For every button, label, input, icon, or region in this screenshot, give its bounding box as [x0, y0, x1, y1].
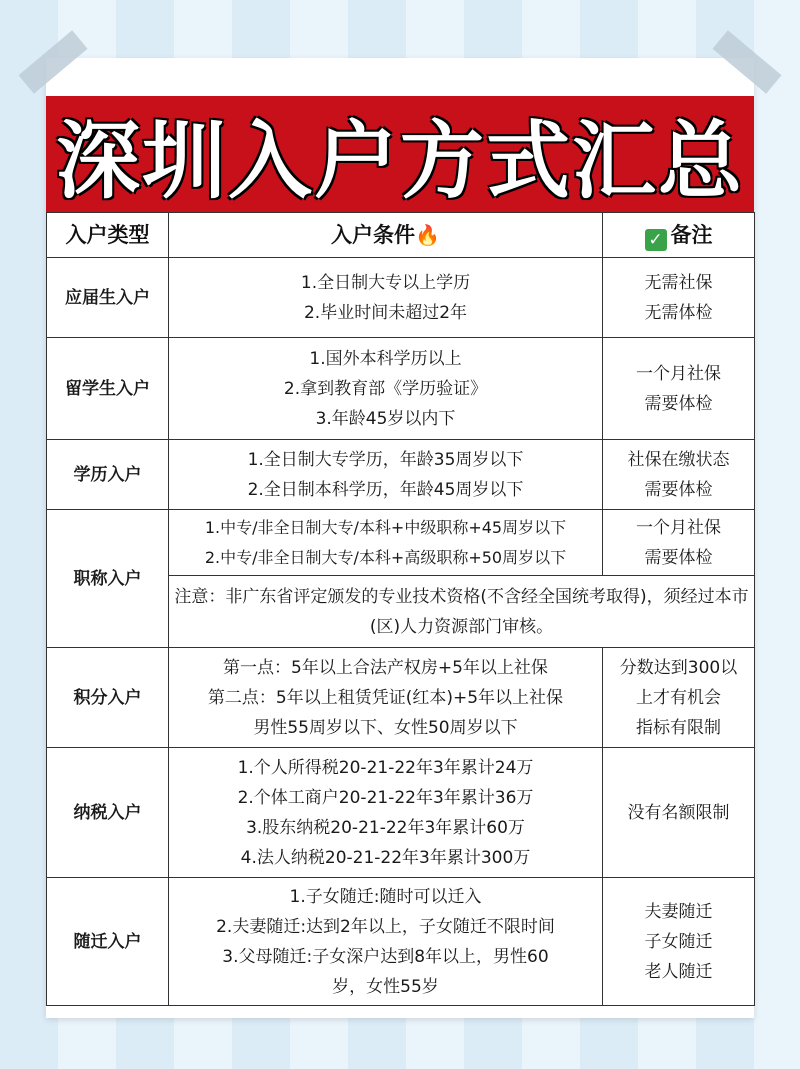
notes-cell	[603, 258, 755, 338]
condition-line: 3.股东纳税20-21-22年3年累计60万	[246, 817, 525, 838]
notes-cell	[603, 648, 755, 748]
header-notes	[603, 213, 755, 258]
table-row	[47, 258, 755, 338]
condition-line: 第二点：5年以上租赁凭证(红本)+5年以上社保	[207, 687, 564, 708]
condition-line: 4.法人纳税20-21-22年3年累计300万	[240, 847, 531, 868]
note-line: 上才有机会	[636, 687, 721, 708]
table-row	[47, 878, 755, 1006]
note-line: 需要体检	[644, 547, 713, 568]
note-line: 子女随迁	[644, 931, 713, 952]
condition-line: 2.毕业时间未超过2年	[303, 302, 468, 323]
table-row	[47, 648, 755, 748]
condition-line: 1.全日制大专学历，年龄35周岁以下	[247, 449, 524, 470]
condition-line: 1.个人所得税20-21-22年3年累计24万	[237, 757, 534, 778]
condition-line: 2.全日制本科学历，年龄45周岁以下	[247, 479, 524, 500]
note-line: 指标有限制	[636, 717, 721, 738]
note-line: 一个月社保	[636, 363, 721, 384]
type-cell: 学历入户	[47, 440, 169, 510]
table-row	[47, 440, 755, 510]
fire-icon: 🔥	[415, 223, 440, 247]
notes-cell	[603, 510, 755, 576]
table-header-row	[47, 213, 755, 258]
condition-line: 1.子女随迁:随时可以迁入	[289, 886, 482, 907]
page-title: 深圳入户方式汇总	[55, 111, 744, 210]
type-cell: 随迁入户	[47, 878, 169, 1006]
note-line: 需要体检	[644, 479, 713, 500]
notes-cell	[603, 440, 755, 510]
type-cell: 留学生入户	[47, 338, 169, 440]
condition-line: 2.拿到教育部《学历验证》	[283, 378, 488, 399]
table-row	[47, 338, 755, 440]
header-notes-label: 备注	[670, 222, 713, 247]
conditions-cell	[169, 440, 603, 510]
check-mark-icon: ✓	[645, 229, 667, 251]
notes-cell	[603, 748, 755, 878]
condition-line: 2.中专/非全日制大专/本科+高级职称+50周岁以下	[204, 547, 567, 567]
note-line: 一个月社保	[636, 517, 721, 538]
header-type: 入户类型	[47, 213, 169, 258]
note-line: 没有名额限制	[627, 802, 730, 823]
conditions-cell	[169, 648, 603, 748]
condition-line: 1.国外本科学历以上	[309, 348, 462, 369]
notes-cell	[603, 878, 755, 1006]
condition-line: 第一点：5年以上合法产权房+5年以上社保	[223, 657, 548, 678]
conditions-cell	[169, 258, 603, 338]
condition-line: 3.父母随迁:子女深户达到8年以上，男性60	[222, 946, 549, 967]
footnote-text: 注意：非广东省评定颁发的专业技术资格(不含经全国统考取得)，须经过本市(区)人力资源部门审核。	[174, 586, 749, 637]
type-cell: 应届生入户	[47, 258, 169, 338]
conditions-cell	[169, 510, 603, 576]
type-cell: 积分入户	[47, 648, 169, 748]
condition-line: 1.中专/非全日制大专/本科+中级职称+45周岁以下	[204, 517, 567, 537]
household-registration-table	[46, 212, 755, 1006]
note-line: 夫妻随迁	[644, 901, 713, 922]
note-line: 分数达到300以	[619, 657, 738, 678]
footnote-cell	[169, 576, 755, 648]
type-cell: 纳税入户	[47, 748, 169, 878]
condition-line: 2.个体工商户20-21-22年3年累计36万	[237, 787, 534, 808]
notes-cell	[603, 338, 755, 440]
condition-line: 男性55周岁以下、女性50周岁以下	[253, 717, 518, 738]
table-row	[47, 748, 755, 878]
conditions-cell	[169, 338, 603, 440]
note-line: 老人随迁	[644, 961, 713, 982]
condition-line: 3.年龄45岁以内下	[315, 408, 456, 429]
note-line: 无需体检	[644, 302, 713, 323]
conditions-cell	[169, 748, 603, 878]
condition-line: 岁，女性55岁	[332, 976, 439, 997]
table-row	[47, 510, 755, 576]
header-conditions-label: 入户条件	[331, 223, 416, 247]
type-cell: 职称入户	[47, 510, 169, 648]
note-line: 无需社保	[644, 272, 713, 293]
note-line: 社保在缴状态	[627, 449, 730, 470]
condition-line: 2.夫妻随迁:达到2年以上，子女随迁不限时间	[216, 916, 555, 937]
note-line: 需要体检	[644, 393, 713, 414]
header-conditions	[169, 213, 603, 258]
title-banner	[46, 96, 754, 212]
condition-line: 1.全日制大专以上学历	[300, 272, 471, 293]
conditions-cell	[169, 878, 603, 1006]
